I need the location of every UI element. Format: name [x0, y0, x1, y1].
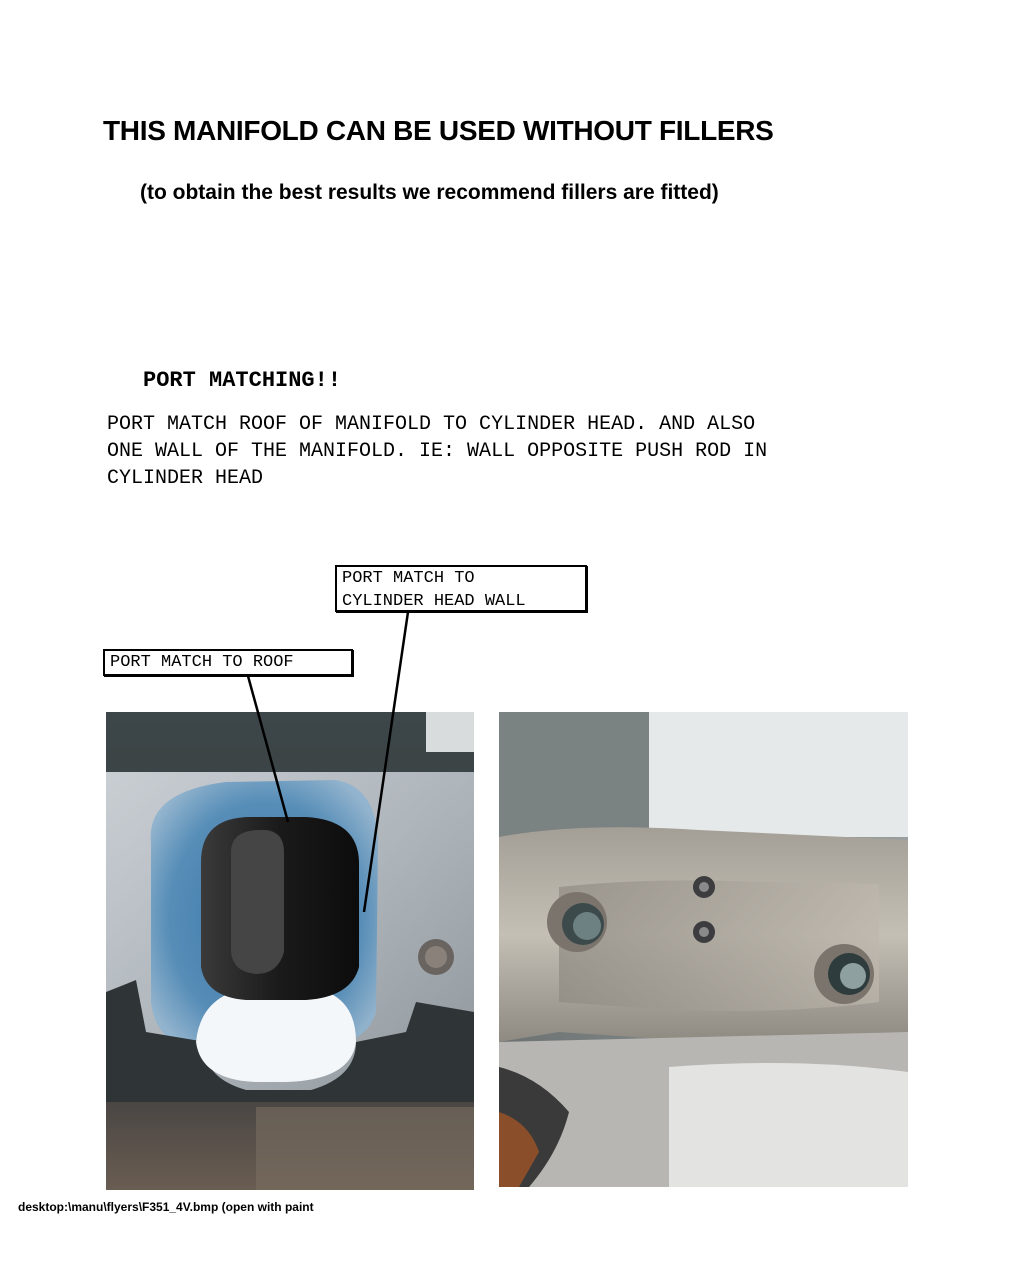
instruction-line: ONE WALL OF THE MANIFOLD. IE: WALL OPPOSITE PUSH ROD IN — [107, 440, 768, 463]
instruction-line: PORT MATCH ROOF OF MANIFOLD TO CYLINDER HEAD. AND ALSO — [107, 413, 756, 436]
callout-roof-text: PORT MATCH TO ROOF — [110, 653, 294, 672]
file-path-footer: desktop:\manu\flyers\F351_4V.bmp (open with paint — [18, 1200, 314, 1214]
port-matching-heading: PORT MATCHING!! — [143, 368, 342, 393]
manifold-flange-photo — [499, 712, 908, 1187]
instruction-line: CYLINDER HEAD — [107, 467, 264, 490]
manifold-flange-image — [499, 712, 908, 1187]
cylinder-head-port-photo — [106, 712, 474, 1190]
page-subtitle: (to obtain the best results we recommend fillers are fitted) — [140, 181, 719, 204]
callout-cylinder-head-wall — [335, 565, 587, 612]
callout-roof — [103, 649, 353, 676]
callout-wall-line: CYLINDER HEAD WALL — [342, 592, 526, 611]
cylinder-head-port-image — [106, 712, 474, 1190]
port-matching-instructions — [107, 411, 927, 492]
callout-wall-line: PORT MATCH TO — [342, 569, 475, 588]
page-title: THIS MANIFOLD CAN BE USED WITHOUT FILLERS — [103, 115, 774, 146]
